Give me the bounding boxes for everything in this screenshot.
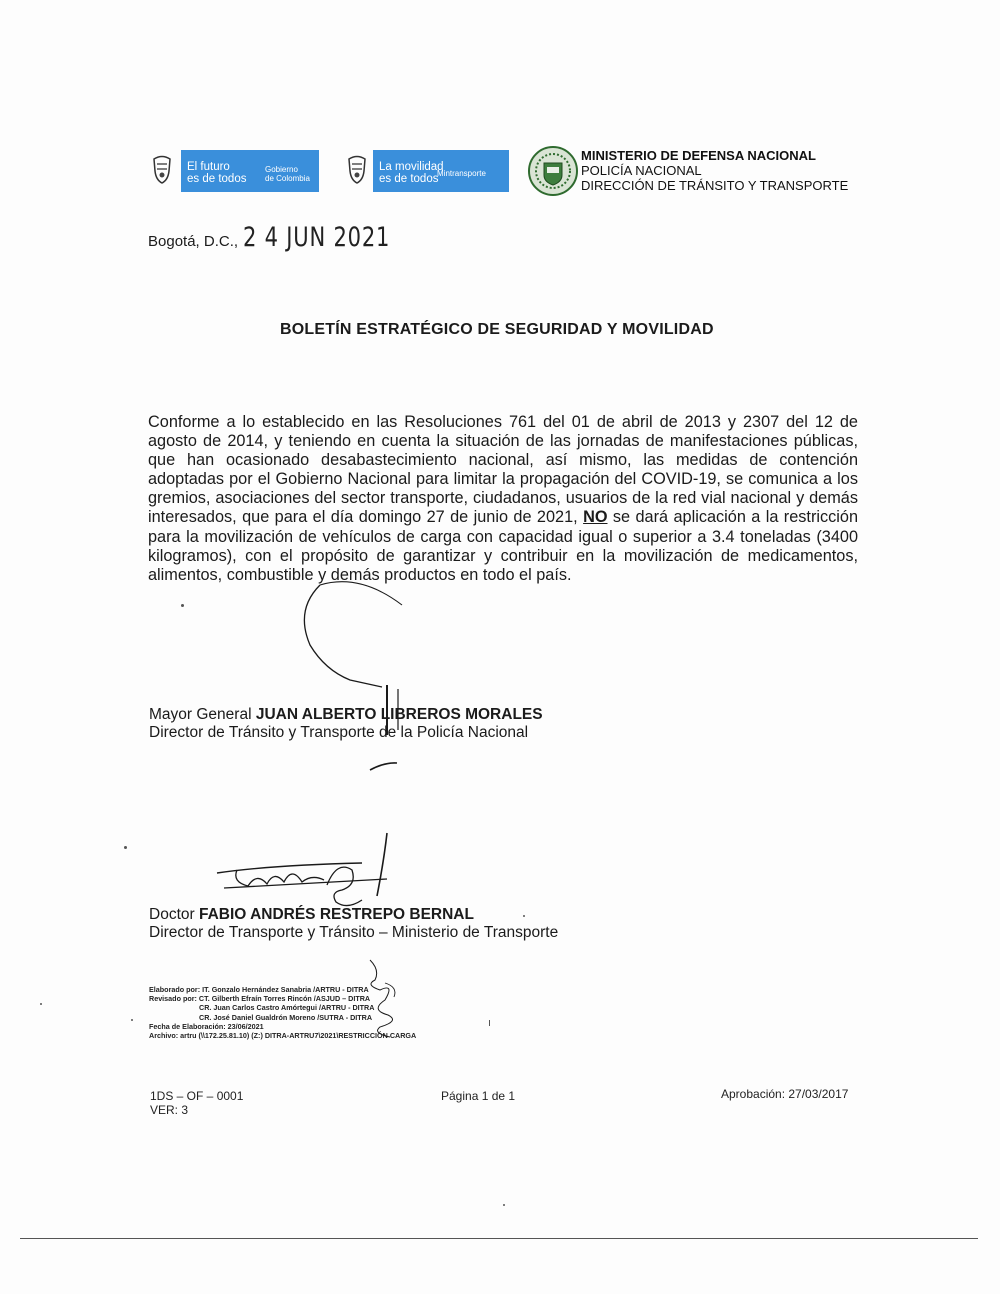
- signatory-2-position: Director de Transporte y Tránsito – Ministerio de Transporte: [149, 924, 559, 941]
- logo1-line2: es de todos: [187, 173, 247, 185]
- signatory-1: [149, 706, 543, 742]
- logo1-sub1: Gobierno: [265, 165, 298, 174]
- policia-nacional-seal-icon: [527, 145, 579, 197]
- bottom-scan-line: [20, 1238, 978, 1239]
- credit-line: Fecha de Elaboración: 23/06/2021: [149, 1021, 264, 1031]
- date-line: [148, 222, 431, 253]
- la-movilidad-logo: [373, 150, 509, 192]
- scan-speck: [523, 915, 525, 917]
- scan-speck: [181, 604, 184, 607]
- scan-speck: [40, 1003, 42, 1005]
- logo2-line2: es de todos: [379, 173, 439, 185]
- credit-line: Revisado por: CT. Gilberth Efraín Torres Rincón /ASJUD – DITRA: [149, 994, 371, 1004]
- credit-line: Archivo: artru (\\172.25.81.10) (Z:) DITRA-ARTRU7\2021\RESTRICCIÓN CARGA: [149, 1031, 417, 1041]
- credit-line: CR. Juan Carlos Castro Amórtegui /ARTRU - DITRA: [199, 1003, 375, 1013]
- body-emphasis-no: NO: [583, 508, 608, 527]
- body-text-after: se dará aplicación a la restricción para la movilización de vehículos de carga con capacidad igual o superior a 3.4 toneladas (3400 kilogramos), con el propósito de garantizar y contribuir en la movilización de medicamentos, alimentos, combustible y demás productos en todo el país.: [148, 508, 858, 584]
- logo2-sub1: Mintransporte: [437, 169, 486, 178]
- logo1-line1: El futuro: [187, 161, 230, 173]
- signatory-2-rank: Doctor: [149, 906, 195, 923]
- signatory-1-name: JUAN ALBERTO LIBREROS MORALES: [255, 706, 543, 723]
- credit-line: Elaborado por: IT. Gonzalo Hernández Sanabria /ARTRU - DITRA: [149, 985, 369, 994]
- ministry-block: [581, 148, 848, 193]
- scan-speck: [503, 1204, 505, 1206]
- page-number: Página 1 de 1: [441, 1089, 516, 1103]
- scan-speck: [124, 846, 127, 849]
- initials-scribble-image: [360, 955, 405, 1040]
- body-paragraph: [148, 413, 858, 585]
- signatory-1-position: Director de Tránsito y Transporte de la Policía Nacional: [149, 724, 529, 741]
- date-place: Bogotá, D.C.,: [148, 233, 239, 250]
- approval-date: Aprobación: 27/03/2017: [721, 1087, 849, 1101]
- logo2-line1: La movilidad: [379, 161, 444, 173]
- logo1-sub2: de Colombia: [265, 174, 310, 183]
- signatory-2: [149, 906, 558, 942]
- ministry-line3: DIRECCIÓN DE TRÁNSITO Y TRANSPORTE: [581, 178, 849, 193]
- colombia-coat-of-arms-icon: [151, 155, 173, 185]
- document-title: BOLETÍN ESTRATÉGICO DE SEGURIDAD Y MOVILIDAD: [280, 321, 714, 338]
- signature-1-image: [290, 575, 440, 790]
- credit-line: CR. José Daniel Gualdrón Moreno /SUTRA - DITRA: [199, 1012, 373, 1022]
- el-futuro-logo: [181, 150, 319, 192]
- signatory-1-rank: Mayor General: [149, 706, 252, 723]
- code-text: 1DS – OF – 0001: [150, 1089, 244, 1103]
- scan-speck: [489, 1020, 490, 1026]
- body-text-before: Conforme a lo establecido en las Resoluciones 761 del 01 de abril de 2013 y 2307 del 12 de agosto de 2014, y teniendo en cuenta la situación de las jornadas de manifestaciones públicas, que han ocasionado desabastecimiento nacional, así mismo, las medidas de contención adoptadas por el Gobierno Nacional para limitar la propagación del COVID-19, se comunica a los gremios, asociaciones del sector transporte, ciudadanos, usuarios de la red vial nacional y demás interesados, que para el día domingo 27 de junio de 2021,: [148, 413, 858, 527]
- ministry-line1: MINISTERIO DE DEFENSA NACIONAL: [581, 148, 816, 163]
- colombia-coat-of-arms-icon: [346, 155, 368, 185]
- signature-2-image: [212, 830, 402, 910]
- scan-speck: [131, 1019, 133, 1021]
- signatory-2-name: FABIO ANDRÉS RESTREPO BERNAL: [198, 906, 474, 923]
- date-stamp: 2 4 JUN 2021: [242, 222, 390, 253]
- ministry-line2: POLICÍA NACIONAL: [581, 163, 702, 178]
- version-text: VER: 3: [150, 1103, 189, 1117]
- document-code: [150, 1089, 243, 1117]
